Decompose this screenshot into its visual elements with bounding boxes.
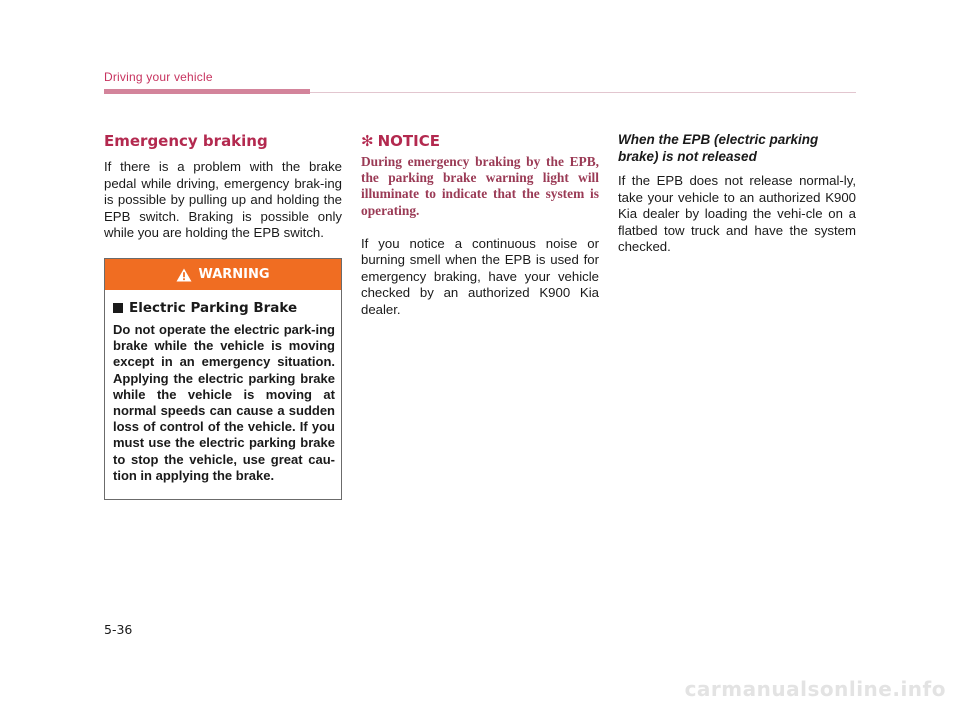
watermark: carmanualsonline.info: [684, 677, 946, 701]
epb-not-released-text: If the EPB does not release normal-ly, take your vehicle to an authorized K900 Kia dealer by loading the vehi-cle on a flatbed tow truck and have the system checked.: [618, 173, 856, 254]
warning-header: [105, 259, 341, 290]
header-accent-bar: [104, 89, 310, 94]
warning-box: [104, 258, 342, 500]
epb-not-released-heading: When the EPB (electric parking brake) is not released: [618, 132, 819, 164]
square-bullet-icon: [113, 303, 123, 313]
emergency-braking-text: If there is a problem with the brake pedal while driving, emergency brak-ing is possible by pulling up and holding the EPB switch. Braking is possible only while you are holding the EPB switch.: [104, 159, 342, 240]
warning-triangle-icon: [176, 268, 192, 282]
header-rule: [310, 92, 856, 93]
warning-content: [105, 290, 341, 484]
notice-label: NOTICE: [377, 132, 440, 150]
notice-heading: [361, 132, 599, 150]
notice-star-icon: ✻: [361, 132, 374, 150]
middle-column: [361, 132, 599, 318]
warning-title-text: Electric Parking Brake: [129, 300, 298, 316]
warning-title: [113, 300, 335, 316]
notice-body-text: If you notice a continuous noise or burning smell when the EPB is used for emergency braking, have your vehicle checked by an authorized K900 Kia dealer.: [361, 235, 599, 317]
left-column: [104, 132, 342, 242]
warning-label: WARNING: [198, 267, 270, 282]
right-column: [618, 132, 856, 256]
section-title: Driving your vehicle: [104, 70, 213, 84]
warning-body: Do not operate the electric park-ing brake while the vehicle is moving except in an emergency situation. Applying the electric parking brake while the vehicle is moving at normal speeds can cause a sudden loss of control of the vehicle. If you must use the electric parking brake to stop the vehicle, use great cau-tion in applying the brake.: [113, 322, 335, 483]
emergency-braking-heading: Emergency braking: [104, 132, 268, 150]
notice-bold-text: During emergency braking by the EPB, the parking brake warning light will illuminate to indicate that the system is operating.: [361, 154, 599, 218]
page-number: 5-36: [104, 622, 133, 637]
